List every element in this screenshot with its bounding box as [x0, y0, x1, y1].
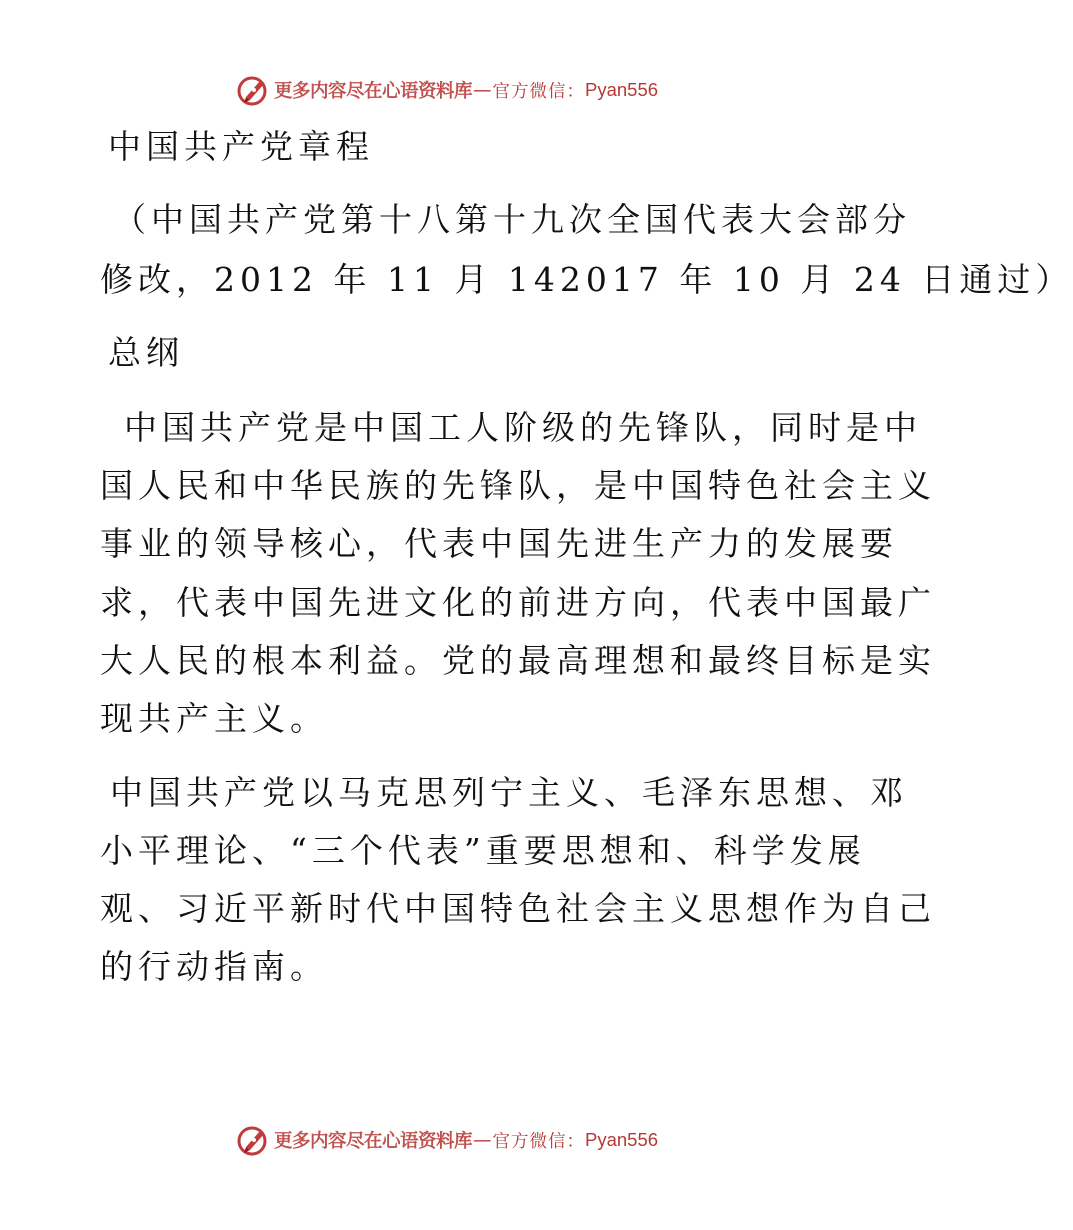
paragraph-line: 小平理论、“三个代表”重要思想和、科学发展: [100, 831, 866, 870]
banner-wechat-label: 官方微信：: [492, 1131, 586, 1152]
banner-separator: —: [473, 79, 492, 101]
paragraph-line: 观、习近平新时代中国特色社会主义思想作为自己: [100, 889, 936, 928]
banner-wechat-label: 官方微信：: [492, 81, 586, 102]
banner-slogan: 更多内容尽在心语资料库: [274, 1131, 473, 1152]
paragraph-line: 求，代表中国先进文化的前进方向，代表中国最广: [100, 583, 936, 622]
paragraph-line: 事业的领导核心，代表中国先进生产力的发展要: [100, 524, 898, 563]
paragraph-line: 的行动指南。: [100, 947, 328, 986]
paragraph-line: 中国共产党是中国工人阶级的先锋队，同时是中: [124, 408, 922, 447]
pen-circle-logo-icon: [236, 1123, 270, 1157]
header-banner: [236, 73, 756, 107]
banner-slogan: 更多内容尽在心语资料库: [274, 81, 473, 102]
footer-banner: [236, 1123, 756, 1157]
revision-note-line-2: 修改，2012 年 11 月 142017 年 10 月 24 日通过）: [100, 260, 1073, 299]
document-title: 中国共产党章程: [108, 127, 374, 166]
section-heading-general-program: 总纲: [108, 333, 184, 372]
paragraph-line: 现共产主义。: [100, 699, 328, 738]
paragraph-line: 中国共产党以马克思列宁主义、毛泽东思想、邓: [110, 773, 908, 812]
banner-wechat-id: Pyan556: [585, 1129, 659, 1150]
pen-circle-logo-icon: [236, 73, 270, 107]
paragraph-line: 大人民的根本利益。党的最高理想和最终目标是实: [100, 641, 936, 680]
paragraph-line: 国人民和中华民族的先锋队，是中国特色社会主义: [100, 466, 936, 505]
banner-wechat-id: Pyan556: [585, 79, 659, 100]
revision-note-line-1: （中国共产党第十八第十九次全国代表大会部分: [113, 200, 911, 239]
banner-separator: —: [473, 1129, 492, 1151]
